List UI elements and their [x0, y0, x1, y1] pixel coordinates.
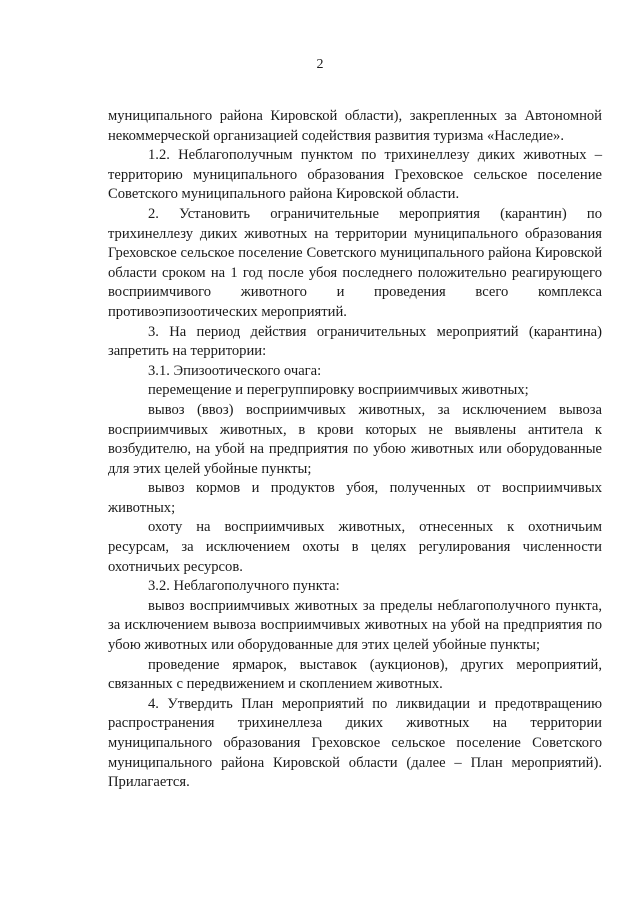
paragraph-3-1-hunting: охоту на восприимчивых животных, отнесенных к охотничьим ресурсам, за исключением охоты в целях регулирования численности охотничьих ресурсов. [108, 519, 602, 575]
paragraph-3-1-export-animals: вывоз (ввоз) восприимчивых животных, за исключением вывоза восприимчивых животных, в крови которых не выявлены антитела к возбудителю, на убой на предприятия по убою животных или оборудованные для этих целей убойные пункты; [108, 401, 602, 477]
paragraph-3: 3. На период действия ограничительных мероприятий (карантина) запретить на территории: [108, 323, 602, 360]
paragraph-3-1-export-feed: вывоз кормов и продуктов убоя, полученных от восприимчивых животных; [108, 480, 602, 516]
page-number: 2 [316, 57, 324, 72]
paragraph-3-1-movement: перемещение и перегруппировку восприимчивых животных; [148, 382, 529, 399]
paragraph-3-2-fairs: проведение ярмарок, выставок (аукционов), других мероприятий, связанных с передвижением и скоплением животных. [108, 656, 602, 693]
document-body [108, 107, 602, 793]
paragraph-1-2: 1.2. Неблагополучным пунктом по трихинеллезу диких животных – территорию муниципального образования Греховское сельское поселение Советского муниципального района Кировской области. [108, 147, 602, 203]
paragraph-3-2-export: вывоз восприимчивых животных за пределы неблагополучного пункта, за исключением вывоза восприимчивых животных на убой на предприятия по убою животных или оборудованные для этих целей убойные пункты; [108, 597, 602, 654]
paragraph-3-2: 3.2. Неблагополучного пункта: [148, 578, 340, 595]
paragraph-2: 2. Установить ограничительные мероприятия (карантин) по трихинеллезу диких животных на территории муниципального образования Греховское сельское поселение Советского муниципального района Кировской области сроком на 1 год после убоя последнего положительно реагирующего восприимчивого животного и проведения всего комплекса противоэпизоотических мероприятий. [108, 205, 602, 320]
paragraph-continuation: муниципального района Кировской области), закрепленных за Автономной некоммерческой организацией содействия развития туризма «Наследие». [108, 108, 602, 144]
paragraph-3-1: 3.1. Эпизоотического очага: [148, 362, 322, 379]
paragraph-4: 4. Утвердить План мероприятий по ликвидации и предотвращению распространения трихинеллеза диких животных на территории муниципального образования Греховское сельское поселение Советского муниципального района Кировской области (далее – План мероприятий). Прилагается. [108, 695, 602, 791]
